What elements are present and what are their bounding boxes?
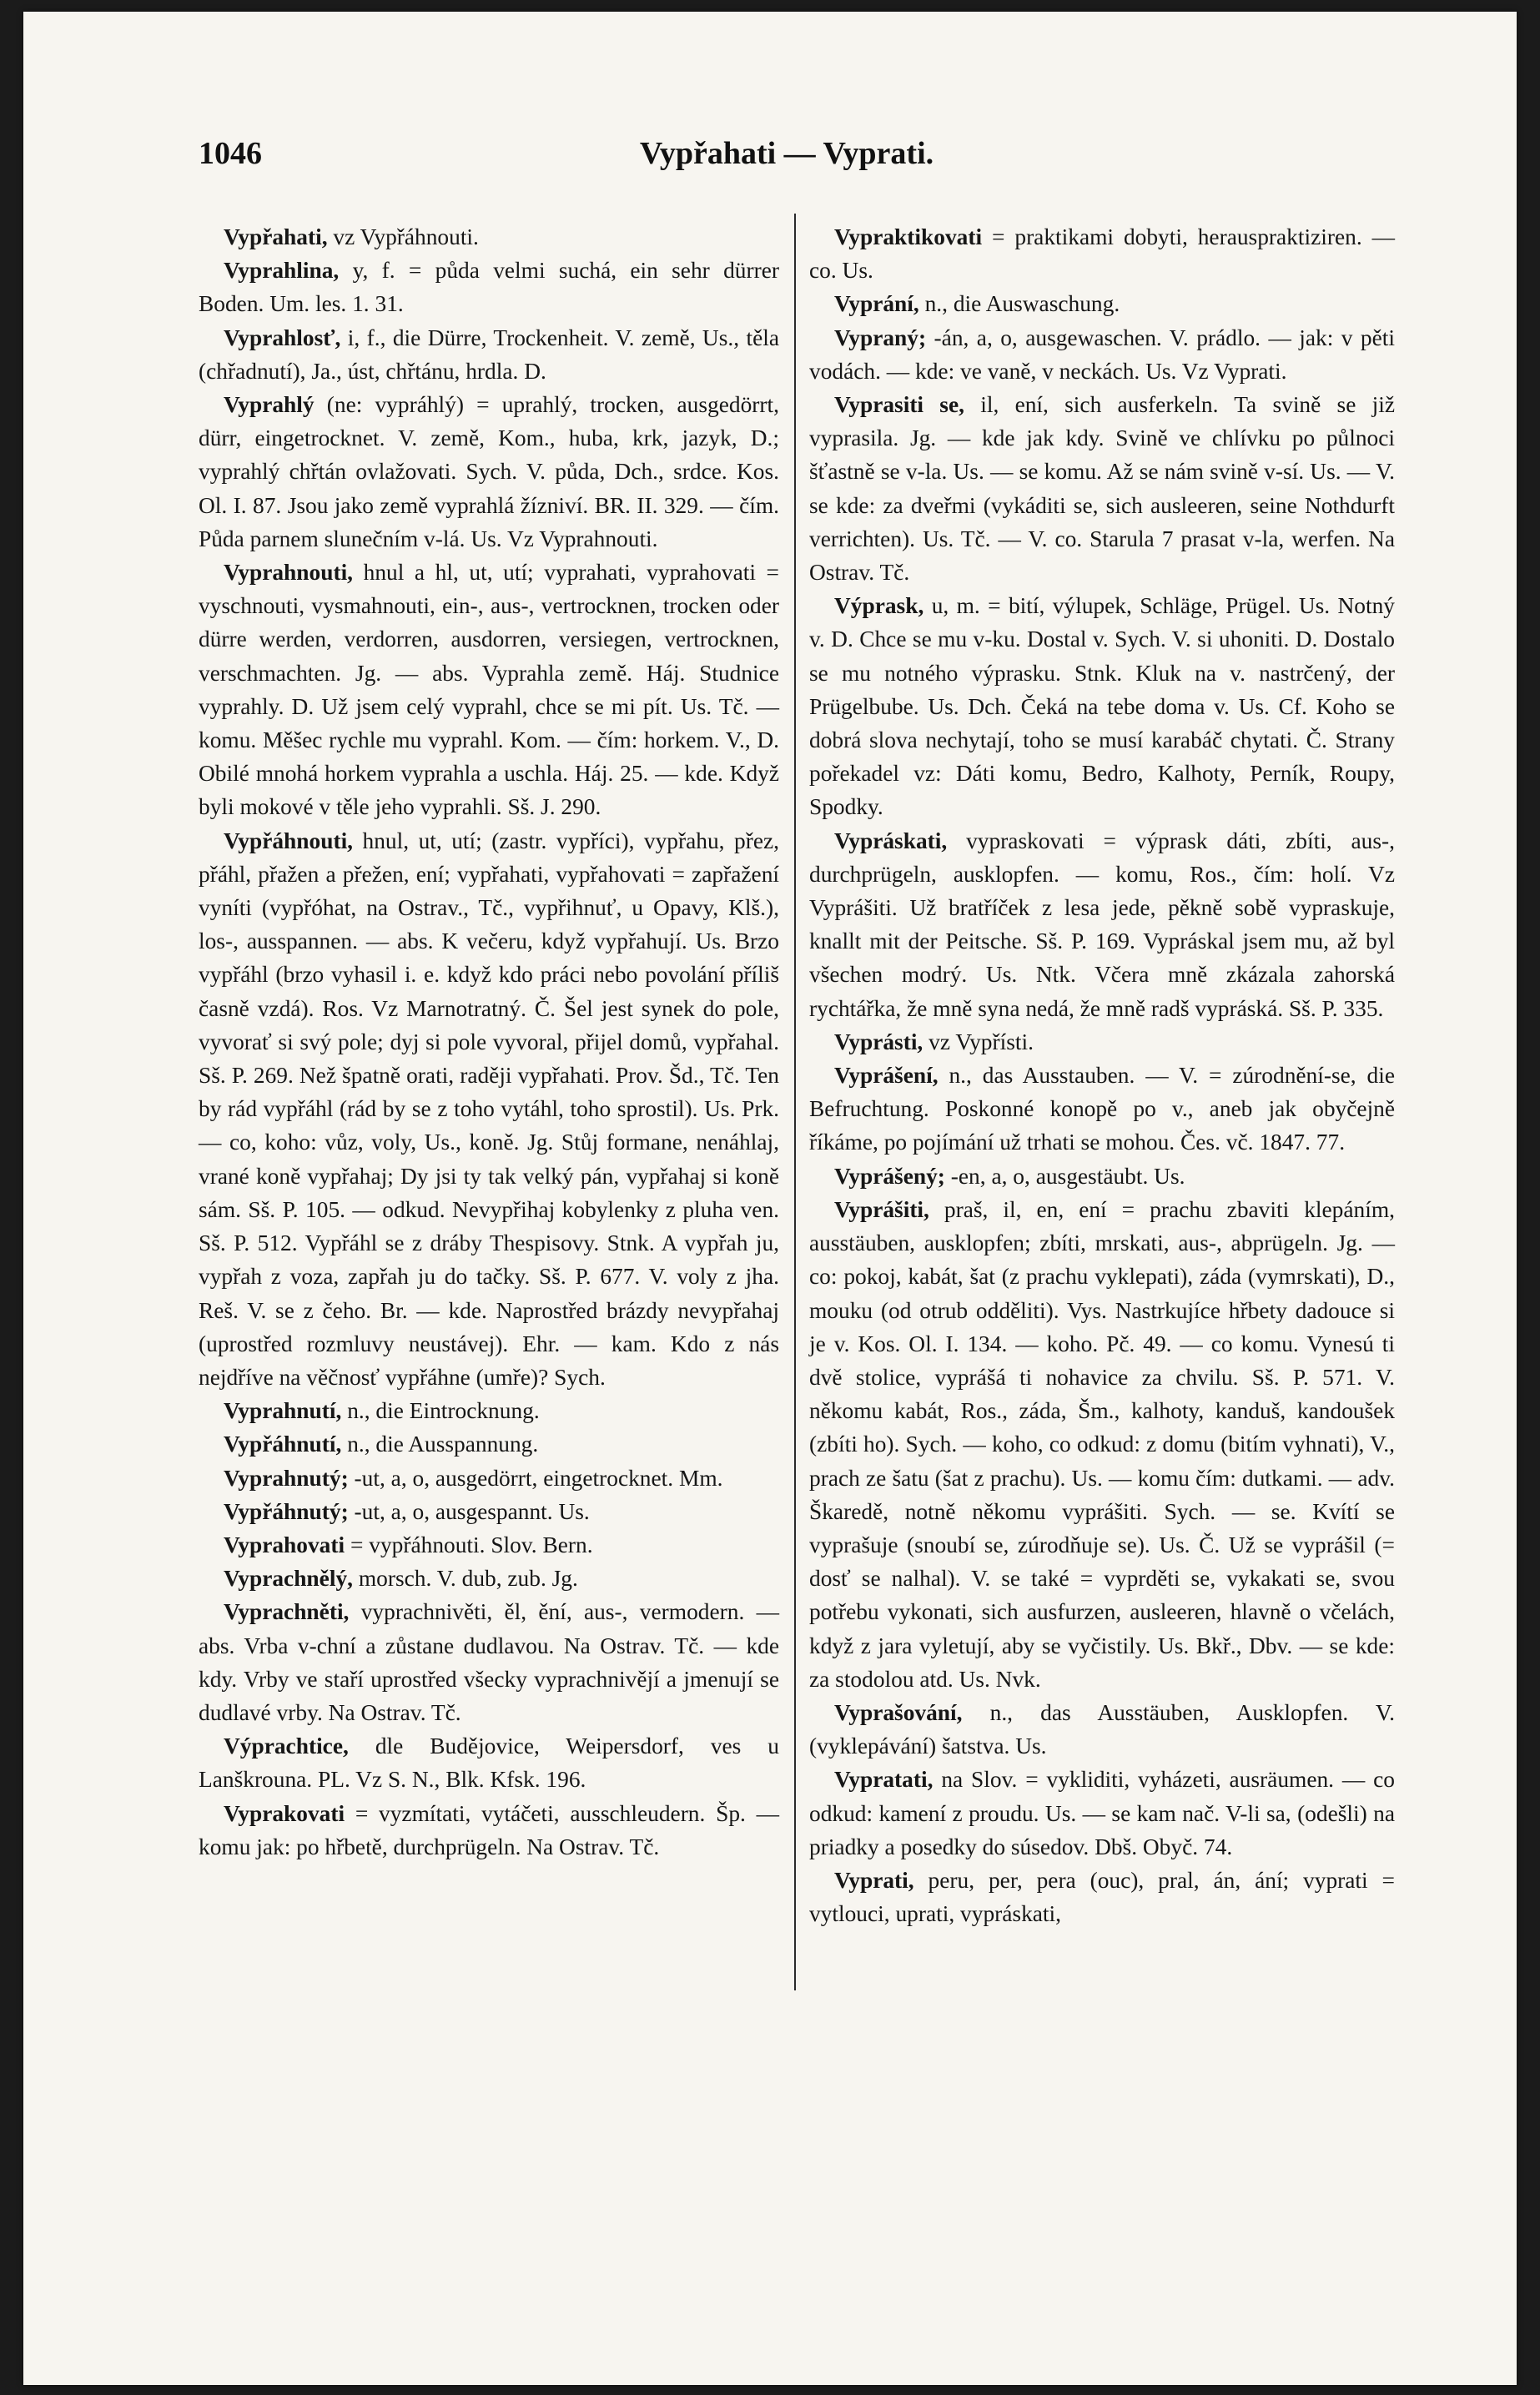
entry-text: n., die Eintrocknung. xyxy=(347,1398,540,1424)
dictionary-entry xyxy=(809,1193,1395,1696)
dictionary-entry xyxy=(199,388,779,556)
dictionary-entry xyxy=(809,1025,1395,1059)
entry-headword: Vypřáhnutí, xyxy=(224,1431,342,1457)
dictionary-entry xyxy=(809,1160,1395,1193)
dictionary-entry xyxy=(199,1427,779,1461)
dictionary-entry xyxy=(199,254,779,320)
entry-headword: Vyprahovati xyxy=(224,1532,345,1557)
right-column xyxy=(809,220,1395,1930)
page-header xyxy=(23,135,1517,185)
entry-headword: Vyprasiti se, xyxy=(834,392,964,418)
entry-text: -ut, a, o, ausgespannt. Us. xyxy=(354,1498,590,1524)
entry-text: vz Vypřísti. xyxy=(929,1029,1034,1054)
entry-text: -ut, a, o, ausgedörrt, eingetrocknet. Mm. xyxy=(354,1465,723,1491)
entry-headword: Vyprachněti, xyxy=(224,1599,350,1625)
entry-text: i, f., die Dürre, Trockenheit. V. země, Us., těla (chřadnutí), Ja., úst, chřtánu, hrdla. D. xyxy=(199,325,779,384)
dictionary-entry xyxy=(809,824,1395,1025)
dictionary-entry xyxy=(199,1595,779,1729)
dictionary-entry xyxy=(809,388,1395,589)
entry-headword: Vyprásti, xyxy=(834,1029,923,1054)
entry-headword: Vyprašování, xyxy=(834,1699,963,1725)
entry-headword: Vyprahlina, xyxy=(224,258,340,284)
entry-text: -án, a, o, ausgewaschen. V. prádlo. — jak: v pěti vodách. — kde: ve vaně, v neckách. Us. Vz Vyprati. xyxy=(809,325,1395,384)
entry-headword: Vypřáhnouti, xyxy=(224,828,354,853)
entry-text: n., die Ausspannung. xyxy=(347,1431,539,1457)
dictionary-entry xyxy=(809,589,1395,823)
entry-headword: Vyprahlosť, xyxy=(224,325,341,350)
dictionary-entry xyxy=(199,321,779,388)
entry-text: praš, il, en, ení = prachu zbaviti klepáním, ausstäuben, ausklopfen; zbíti, mrskati, aus-, abprügeln. Jg. — co: pokoj, kabát, šat (z prachu vyklepati), záda (vymrskati), D., mouku (od otrub odděliti). Vys. Nastrkujíce hřbety dadouce si je v. Kos. Ol. I. 134. — koho. Pč. 49. — co komu. Vynesú ti dvě stolice, vyprášá ti nohavice za chvilu. Sš. P. 571. V. někomu kabát, Ros., záda, Šm., kalhoty, kanduš, kandoušek (zbíti ho). Sych. — koho, co odkud: z domu (bitím vyhnati), V., prach ze šatu (šat z prachu). Us. — komu čím: dutkami. — adv. Škaredě, notně někomu vyprášiti. Sych. — se. Kvítí se vyprašuje (snoubí se, zúrodňuje se). Us. Č. Už se vyprášil (= dosť se nalhal). V. se také = vyprděti se, vykakati se, svou potřebu vykonati, sich ausfurzen, ausleeren, hlavně o včelách, když z jara vyletují, aby se vyčistily. Us. Bkř., Dbv. — se kde: za stodolou atd. Us. Nvk. xyxy=(809,1196,1395,1692)
dictionary-entry xyxy=(809,1763,1395,1864)
entry-text: morsch. V. dub, zub. Jg. xyxy=(358,1566,578,1592)
dictionary-entry xyxy=(809,1059,1395,1160)
dictionary-entry xyxy=(809,1696,1395,1763)
dictionary-entry xyxy=(199,1797,779,1864)
running-title: Vypřahati — Vyprati. xyxy=(639,136,934,171)
entry-headword: Vypraný; xyxy=(834,325,927,350)
dictionary-entry xyxy=(809,287,1395,320)
entry-text: il, ení, sich ausferkeln. Ta svině se již vyprasila. Jg. — kde jak kdy. Svině ve chlívku po půlnoci šťastně se v-la. Us. — se komu. Až se nám svině v-sí. Us. — V. se kde: za dveřmi (vykáditi se, sich ausleeren, seine Nothdurft verrichten). Us. Tč. — V. co. Starula 7 prasat v-la, werfen. Na Ostrav. Tč. xyxy=(809,392,1395,586)
dictionary-page xyxy=(23,12,1517,2385)
entry-headword: Vyprášiti, xyxy=(834,1196,929,1222)
entry-headword: Vypratati, xyxy=(834,1767,934,1793)
entry-headword: Vyprahlý xyxy=(224,392,315,418)
page-number: 1046 xyxy=(199,136,262,171)
dictionary-entry xyxy=(809,1864,1395,1930)
dictionary-entry xyxy=(199,220,779,254)
dictionary-entry xyxy=(199,824,779,1394)
entry-text: hnul, ut, utí; (zastr. vypříci), vypřahu, přez, přáhl, přažen a přežen, ení; vypřahati, vypřahovati = zapřažení vyníti (vypřóhat, na Ostrav., Tč., vypřihnuť, u Opavy, Klš.), los-, ausspannen. — abs. K večeru, když vypřahují. Us. Brzo vypřáhl (brzo vyhasil i. e. když kdo práci nebo povolání příliš časně vzdá). Ros. Vz Marnotratný. Č. Šel jest synek do pole, vyvorať si svý pole; dyj si pole vyvoral, přijel domů, vypřahal. Sš. P. 269. Než špatně orati, raději vypřahati. Prov. Šd., Tč. Ten by rád vypřáhl (rád by se z toho vytáhl, toho sprostil). Us. Prk. — co, koho: vůz, voly, Us., koně. Jg. Stůj formane, nenáhlaj, vrané koně vypřahaj; Dy jsi ty tak velký pán, vypřahaj si koně sám. Sš. P. 105. — odkud. Nevypřihaj kobylenky z pluha ven. Sš. P. 512. Vypřáhl se z dráby Thespisovy. Stnk. A vypřah ju, vypřah z voza, zapřah ju do tačky. Sš. P. 677. V. voly z jha. Reš. V. se z čeho. Br. — kde. Naprostřed brázdy nevypřahaj (uprostřed rozmluvy neustávej). Ehr. — kam. Kdo z nás nejdříve na věčnosť vypřáhne (umře)? Sych. xyxy=(199,828,779,1390)
entry-text: peru, per, pera (ouc), pral, án, ání; vyprati = vytlouci, uprati, vypráskati, xyxy=(809,1867,1395,1927)
dictionary-entry xyxy=(199,1495,779,1528)
left-column xyxy=(199,220,779,1864)
entry-headword: Vypraktikovati xyxy=(834,224,983,249)
dictionary-entry xyxy=(199,1394,779,1427)
dictionary-entry xyxy=(199,1462,779,1495)
dictionary-entry xyxy=(199,556,779,824)
dictionary-entry xyxy=(809,220,1395,287)
entry-headword: Výprachtice, xyxy=(224,1733,349,1759)
entry-headword: Vyprati, xyxy=(834,1867,914,1893)
entry-text: (ne: vypráhlý) = uprahlý, trocken, ausgedörrt, dürr, eingetrocknet. V. země, Kom., huba, krk, jazyk, D.; vyprahlý chřtán ovlažovati. Sych. V. půda, Dch., srdce. Kos. Ol. I. 87. Jsou jako země vyprahlá žízniví. BR. II. 329. — čím. Půda parnem slunečním v-lá. Us. Vz Vyprahnouti. xyxy=(199,392,779,551)
dictionary-entry xyxy=(199,1562,779,1595)
dictionary-entry xyxy=(199,1729,779,1796)
entry-headword: Vypřáhnutý; xyxy=(224,1498,349,1524)
dictionary-entry xyxy=(809,321,1395,388)
entry-text: vyprachnivěti, ěl, ění, aus-, vermodern. — abs. Vrba v-chní a zůstane dudlavou. Na Ostrav. Tč. — kde kdy. Vrby ve staří uprostřed všecky vyprachnivějí a jmenují se dudlavé vrby. Na Ostrav. Tč. xyxy=(199,1599,779,1725)
entry-headword: Vypráskati, xyxy=(834,828,948,853)
entry-headword: Vyprášení, xyxy=(834,1063,939,1089)
entry-headword: Vyprakovati xyxy=(224,1800,345,1826)
column-divider xyxy=(794,214,796,1990)
entry-text: n., das Ausstäuben, Ausklopfen. V. (vyklepávání) šatstva. Us. xyxy=(809,1699,1395,1759)
entry-headword: Výprask, xyxy=(834,593,924,619)
dictionary-entry xyxy=(199,1528,779,1562)
entry-text: = vyzmítati, vytáčeti, ausschleudern. Šp. — komu jak: po hřbetě, durchprügeln. Na Ostrav. Tč. xyxy=(199,1800,779,1859)
entry-text: hnul a hl, ut, utí; vyprahati, vyprahovati = vyschnouti, vysmahnouti, ein-, aus-, vertrocknen, trocken oder dürre werden, verdorren, ausdorren, versiegen, vertrocknen, verschmachten. Jg. — abs. Vyprahla země. Háj. Studnice vyprahly. D. Už jsem celý vyprahl, chce se mi pít. Us. Tč. — komu. Měšec rychle mu vyprahl. Kom. — čím: horkem. V., D. Obilé mnohá horkem vyprahla a uschla. Háj. 25. — kde. Když byli mokové v těle jeho vyprahli. Sš. J. 290. xyxy=(199,560,779,820)
entry-headword: Vyprachnělý, xyxy=(224,1566,353,1592)
entry-headword: Vyprání, xyxy=(834,291,919,317)
entry-text: na Slov. = vykliditi, vyházeti, ausräumen. — co odkud: kamení z proudu. Us. — se kam nač. V-li sa, (odešli) na priadky a posedky do súsedov. Dbš. Obyč. 74. xyxy=(809,1767,1395,1859)
entry-text: y, f. = půda velmi suchá, ein sehr dürrer Boden. Um. les. 1. 31. xyxy=(199,258,779,317)
entry-headword: Vyprahnutý; xyxy=(224,1465,349,1491)
entry-text: n., das Ausstauben. — V. = zúrodnění-se, die Befruchtung. Poskonné konopě po v., aneb jak obyčejně říkáme, po pojímání už trhati se mohou. Čes. vč. 1847. 77. xyxy=(809,1063,1395,1155)
entry-text: vypraskovati = výprask dáti, zbíti, aus-, durchprügeln, ausklopfen. — komu, Ros., čím: holí. Vz Vyprášiti. Už bratříček z lesa jede, pěkně sobě vypraskuje, knallt mit der Peitsche. Sš. P. 169. Vypráskal jsem mu, až byl všechen modrý. Us. Ntk. Včera mně zkázala zahorská rychtářka, že mně syna nedá, že mně radš vypráská. Sš. P. 335. xyxy=(809,828,1395,1021)
entry-headword: Vyprášený; xyxy=(834,1163,945,1189)
entry-headword: Vyprahnutí, xyxy=(224,1398,342,1424)
entry-text: vz Vypřáhnouti. xyxy=(333,224,479,249)
entry-text: n., die Auswaschung. xyxy=(924,291,1120,317)
entry-headword: Vypřahati, xyxy=(224,224,328,249)
entry-text: u, m. = bití, výlupek, Schläge, Prügel. Us. Notný v. D. Chce se mu v-ku. Dostal v. Sych. V. si uhoniti. D. Dostalo se mu notného výprasku. Stnk. Kluk na v. nastrčený, der Prügelbube. Us. Dch. Čeká na tebe doma v. Us. Cf. Koho se dobrá slova nechytají, toho se musí karabáč chytati. Č. Strany pořekadel vz: Dáti komu, Bedro, Kalhoty, Perník, Roupy, Spodky. xyxy=(809,593,1395,820)
entry-text: = praktikami dobyti, herauspraktiziren. — co. Us. xyxy=(809,224,1395,284)
entry-text: -en, a, o, ausgestäubt. Us. xyxy=(950,1163,1185,1189)
entry-text: dle Budějovice, Weipersdorf, ves u Lanškrouna. PL. Vz S. N., Blk. Kfsk. 196. xyxy=(199,1733,779,1793)
entry-text: = vypřáhnouti. Slov. Bern. xyxy=(350,1532,593,1557)
entry-headword: Vyprahnouti, xyxy=(224,560,354,586)
